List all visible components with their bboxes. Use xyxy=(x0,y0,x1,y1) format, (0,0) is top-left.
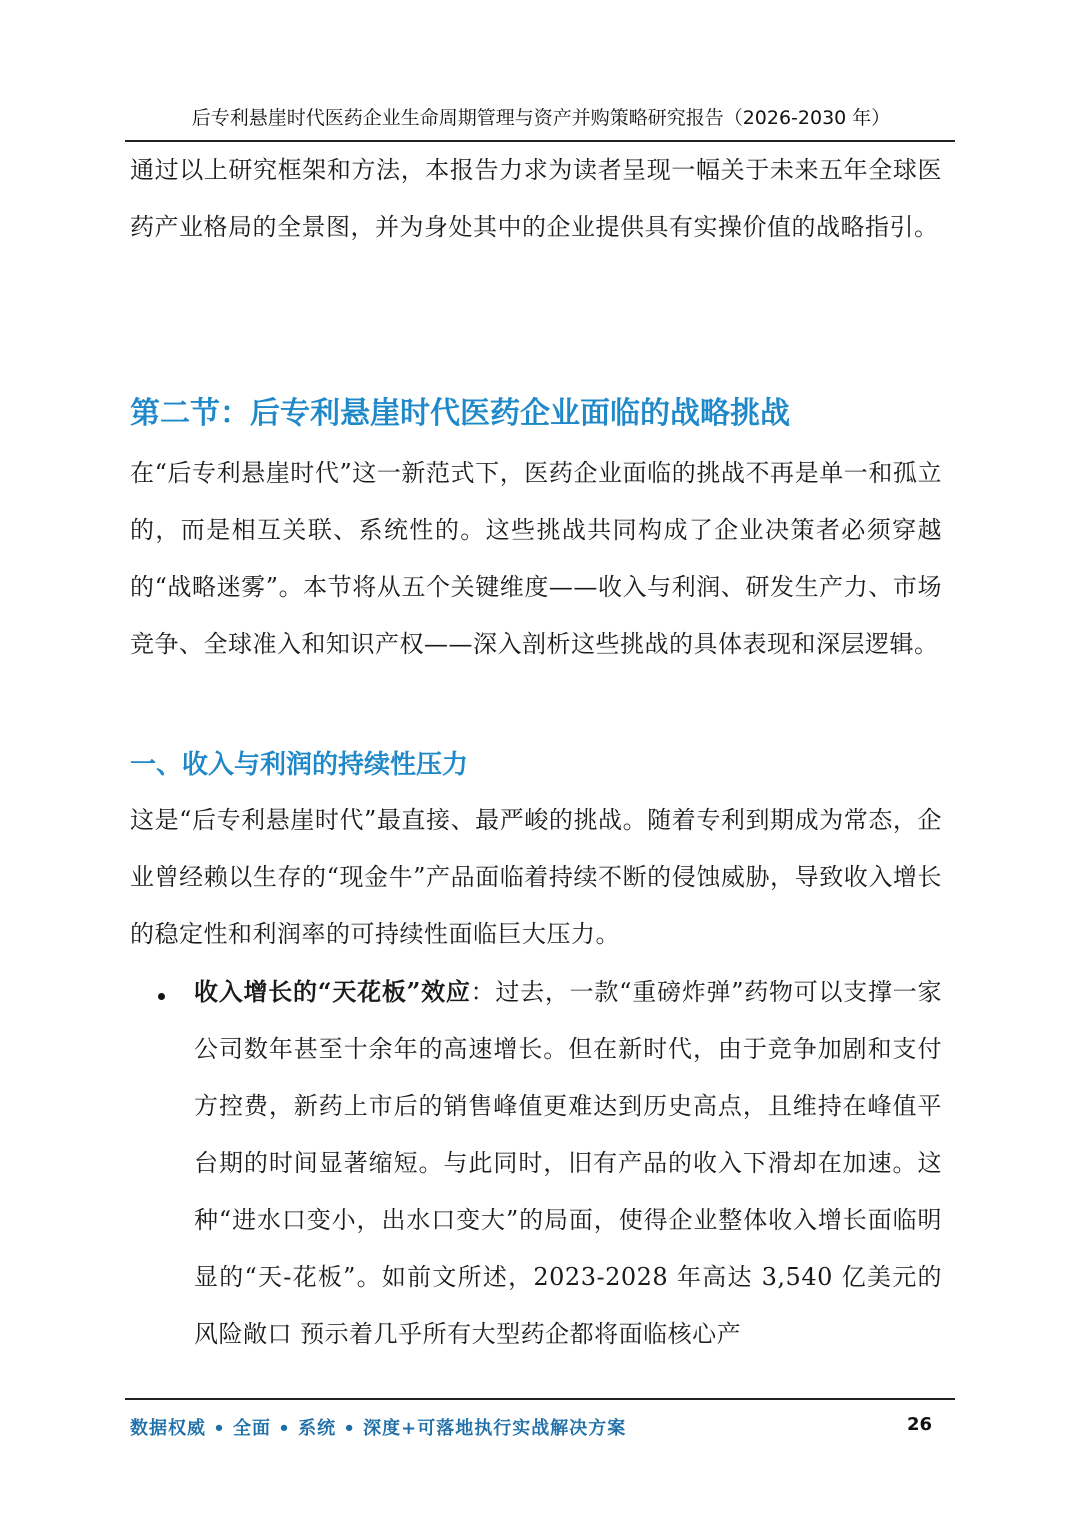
bullet-body: 过去，一款“重磅炸弹”药物可以支撑一家公司数年甚至十余年的高速增长。但在新时代，由于竞争加剧和支付方控费，新药上市后的销售峰值更难达到历史高点，且维持在峰值平台期的时间显著缩短。与此同时，旧有产品的收入下滑却在加速。这种“进水口变小，出水口变大”的局面，使得企业整体收入增长面临明显的“天-花板”。如前文所述，2023-2028 年高达 3,540 亿美元的风险敞口 预示着几乎所有大型药企都将面临核心产 xyxy=(194,978,943,1348)
bullet-colon: ： xyxy=(470,978,496,1006)
section-paragraph: 在“后专利悬崖时代”这一新范式下，医药企业面临的挑战不再是单一和孤立的，而是相互关联、系统性的。这些挑战共同构成了企业决策者必须穿越的“战略迷雾”。本节将从五个关键维度——收入与利润、研发生产力、市场竞争、全球准入和知识产权——深入剖析这些挑战的具体表现和深层逻辑。 xyxy=(130,459,942,658)
section-heading: 第二节：后专利悬崖时代医药企业面临的战略挑战 xyxy=(130,396,790,431)
footer-divider xyxy=(125,1398,955,1400)
running-header: 后专利悬崖时代医药企业生命周期管理与资产并购策略研究报告（2026-2030 年） xyxy=(191,107,891,129)
footer-slogan: 数据权威 • 全面 • 系统 • 深度+可落地执行实战解决方案 xyxy=(130,1418,627,1439)
bullet-dot-icon xyxy=(158,993,165,1000)
page-number: 26 xyxy=(906,1414,932,1435)
subsection-paragraph: 这是“后专利悬崖时代”最直接、最严峻的挑战。随着专利到期成为常态，企业曾经赖以生存的“现金牛”产品面临着持续不断的侵蚀威胁，导致收入增长的稳定性和利润率的可持续性面临巨大压力。 xyxy=(130,806,942,948)
bullet-lead: 收入增长的“天花板”效应 xyxy=(194,977,471,1006)
intro-paragraph: 通过以上研究框架和方法，本报告力求为读者呈现一幅关于未来五年全球医药产业格局的全景图，并为身处其中的企业提供具有实操价值的战略指引。 xyxy=(130,156,942,241)
bullet-item xyxy=(194,963,942,1363)
subsection-heading: 一、收入与利润的持续性压力 xyxy=(130,750,469,780)
